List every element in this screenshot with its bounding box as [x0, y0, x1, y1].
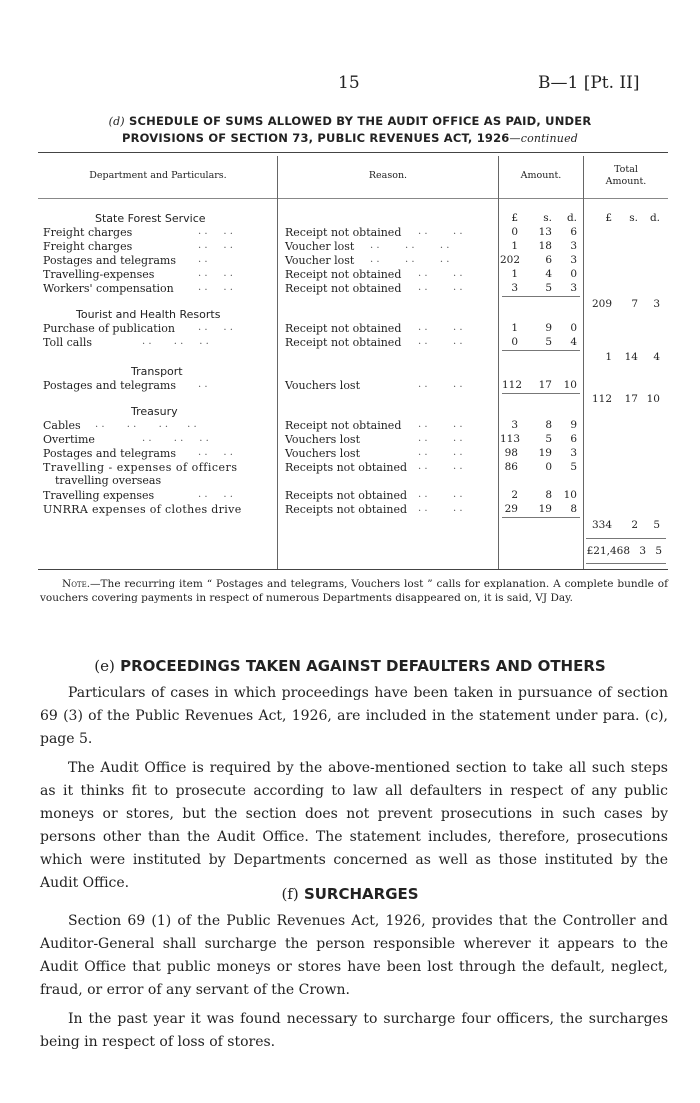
total-pounds: 1	[605, 351, 612, 363]
grand-total-pence: 5	[655, 545, 662, 557]
section-e-para2: The Audit Office is required by the above-mentioned section to take all such steps as it thinks fit to prosecute according to law all defaulters in respect of any public moneys or stores, but the section does not prevent prosecutions in such cases by persons other than the Audit Office. The statement includes, therefore, prosecutions which were instituted by Departments concerned as well as those instituted by the Audit Office.	[40, 760, 668, 891]
row-reason: Receipts not obtained	[285, 489, 408, 502]
row-item: Freight charges	[43, 240, 133, 253]
leader-dots: . .	[198, 379, 208, 390]
col-header-dept: Department and Particulars.	[89, 170, 227, 181]
leader-dots: . . . . . . . .	[95, 419, 197, 430]
currency-d: d.	[566, 212, 577, 224]
total-currency-d: d.	[649, 212, 660, 224]
total-pounds: 209	[591, 298, 612, 310]
note-text: —The recurring item “ Postages and telegrams, Vouchers lost ” calls for explanation. A complete bundle of vouchers covering payments in respect of numerous Departments disappeared on, it is said, VJ Day.	[40, 578, 668, 604]
grand-total-shillings: 3	[639, 545, 646, 557]
total-pounds: 334	[591, 519, 612, 531]
total-shillings: 14	[624, 351, 638, 363]
row-reason: Vouchers lost	[285, 433, 361, 446]
row-reason: Receipt not obtained	[285, 322, 402, 335]
schedule-label: (d)	[108, 115, 125, 128]
subtotal-rule	[502, 517, 580, 518]
amount-pounds: 112	[501, 379, 522, 391]
leader-dots: . . . .	[418, 379, 463, 390]
row-reason: Vouchers lost	[285, 379, 361, 392]
leader-dots: . . . .	[418, 419, 463, 430]
section-heading: Transport	[131, 365, 183, 378]
section-e-para1: Particulars of cases in which proceedings have been taken in pursuance of section 69 (3) of the Public Revenues Act, 1926, are included in the statement under para. (c), page 5.	[40, 685, 668, 747]
amount-shillings: 5	[545, 336, 552, 348]
leader-dots: . . . .	[418, 336, 463, 347]
amount-shillings: 5	[545, 433, 552, 445]
section-e-title: PROCEEDINGS TAKEN AGAINST DEFAULTERS AND OTHERS	[120, 657, 606, 675]
currency-l: £	[511, 212, 518, 224]
leader-dots: . . . .	[418, 282, 463, 293]
row-reason: Receipt not obtained	[285, 268, 402, 281]
amount-pounds: 1	[511, 322, 518, 334]
amount-shillings: 9	[545, 322, 552, 334]
subtotal-rule	[502, 393, 580, 394]
amount-pounds: 0	[511, 336, 518, 348]
row-item: Workers' compensation	[43, 282, 174, 295]
col-divider-2	[498, 156, 499, 569]
table-header-rule	[38, 198, 668, 199]
leader-dots: . . . .	[418, 489, 463, 500]
grand-total-rule-top	[586, 538, 666, 539]
amount-pounds: 3	[511, 282, 518, 294]
amount-shillings: 8	[545, 489, 552, 501]
row-item: Overtime	[43, 433, 95, 446]
amount-shillings: 13	[538, 226, 552, 238]
leader-dots: . . . . . .	[370, 254, 450, 265]
total-shillings: 2	[631, 519, 638, 531]
row-item: Postages and telegrams	[43, 447, 176, 460]
col-header-amount: Amount.	[520, 170, 562, 181]
schedule-title-line2: PROVISIONS OF SECTION 73, PUBLIC REVENUES ACT, 1926	[121, 131, 510, 145]
amount-pence: 10	[563, 489, 577, 501]
amount-pounds: 202	[500, 254, 521, 266]
section-f-para1: Section 69 (1) of the Public Revenues Act, 1926, provides that the Controller and Auditor-General shall surcharge the person responsible wherever it appears to the Audit Office that public moneys or stores have been lost through the default, neglect, fraud, or error of any servant of the Crown.	[40, 913, 668, 998]
col-header-total-line1: Total	[614, 164, 638, 175]
leader-dots: . . . .	[198, 447, 233, 458]
row-item: Travelling-expenses	[43, 268, 155, 281]
row-reason: Voucher lost	[285, 254, 355, 267]
amount-pence: 8	[570, 503, 577, 515]
leader-dots: . . . .	[418, 461, 463, 472]
section-f-para2: In the past year it was found necessary to surcharge four officers, the surcharges being in respect of loss of stores.	[40, 1011, 668, 1050]
amount-shillings: 19	[538, 503, 552, 515]
row-reason: Receipt not obtained	[285, 336, 402, 349]
schedule-title-line1: SCHEDULE OF SUMS ALLOWED BY THE AUDIT OFFICE AS PAID, UNDER	[129, 114, 592, 128]
row-item: Freight charges	[43, 226, 133, 239]
section-heading: Tourist and Health Resorts	[76, 308, 221, 321]
row-reason: Vouchers lost	[285, 447, 361, 460]
row-item: UNRRA expenses of clothes drive	[43, 503, 242, 516]
row-reason: Receipt not obtained	[285, 226, 402, 239]
note-lead: Note.	[62, 578, 91, 590]
schedule-title-suffix: —continued	[509, 132, 579, 145]
amount-pounds: 1	[511, 268, 518, 280]
amount-pounds: 86	[504, 461, 518, 473]
currency-s: s.	[543, 212, 552, 224]
leader-dots: . . . .	[198, 226, 233, 237]
row-item: Cables	[43, 419, 81, 432]
leader-dots: . . . .	[418, 503, 463, 514]
total-currency-l: £	[605, 212, 612, 224]
row-reason: Receipts not obtained	[285, 503, 408, 516]
row-reason: Voucher lost	[285, 240, 355, 253]
col-header-reason: Reason.	[368, 170, 408, 181]
amount-pounds: 3	[511, 419, 518, 431]
amount-pence: 3	[570, 240, 577, 252]
row-item: Travelling expenses	[43, 489, 155, 502]
leader-dots: . .	[198, 254, 208, 265]
leader-dots: . . . . . .	[370, 240, 450, 251]
table-bottom-rule	[38, 569, 668, 570]
page-reference: B—1 [Pt. II]	[538, 73, 640, 93]
leader-dots: . . . .	[418, 433, 463, 444]
amount-pounds: 0	[511, 226, 518, 238]
amount-pence: 0	[570, 268, 577, 280]
total-pounds: 112	[591, 393, 612, 405]
section-f-heading	[0, 885, 700, 903]
leader-dots: . . . . . .	[142, 336, 209, 347]
amount-shillings: 4	[545, 268, 552, 280]
subtotal-rule	[502, 296, 580, 297]
grand-total-pounds: £21,468	[586, 545, 630, 557]
amount-pounds: 98	[504, 447, 518, 459]
leader-dots: . . . .	[198, 268, 233, 279]
amount-pounds: 2	[511, 489, 518, 501]
amount-pence: 6	[570, 433, 577, 445]
total-currency-s: s.	[629, 212, 638, 224]
total-shillings: 17	[624, 393, 638, 405]
amount-shillings: 0	[545, 461, 552, 473]
leader-dots: . . . .	[418, 268, 463, 279]
amount-pounds: 29	[504, 503, 518, 515]
leader-dots: . . . .	[198, 240, 233, 251]
amount-pence: 3	[570, 282, 577, 294]
total-shillings: 7	[631, 298, 638, 310]
leader-dots: . . . .	[198, 322, 233, 333]
section-heading: State Forest Service	[95, 212, 206, 225]
leader-dots: . . . .	[198, 489, 233, 500]
amount-pence: 9	[570, 419, 577, 431]
row-item-continued: travelling overseas	[55, 474, 162, 487]
row-reason: Receipts not obtained	[285, 461, 408, 474]
section-e-label: (e)	[94, 657, 115, 675]
leader-dots: . . . .	[418, 447, 463, 458]
schedule-title	[60, 113, 640, 147]
col-divider-1	[277, 156, 278, 569]
amount-pence: 6	[570, 226, 577, 238]
row-item: Purchase of publication	[43, 322, 175, 335]
amount-shillings: 5	[545, 282, 552, 294]
col-header-total	[584, 164, 668, 188]
section-f-label: (f)	[281, 885, 299, 903]
page-number: 15	[338, 73, 360, 93]
amount-pence: 3	[570, 447, 577, 459]
total-pence: 10	[646, 393, 660, 405]
amount-shillings: 8	[545, 419, 552, 431]
total-pence: 4	[653, 351, 660, 363]
row-item: Postages and telegrams	[43, 254, 176, 267]
table-top-rule	[38, 152, 668, 153]
section-f-title: SURCHARGES	[303, 885, 419, 903]
row-reason: Receipt not obtained	[285, 419, 402, 432]
table-note	[40, 577, 668, 605]
amount-pence: 0	[570, 322, 577, 334]
row-reason: Receipt not obtained	[285, 282, 402, 295]
leader-dots: . . . .	[198, 282, 233, 293]
row-item: Postages and telegrams	[43, 379, 176, 392]
total-pence: 3	[653, 298, 660, 310]
amount-pence: 3	[570, 254, 577, 266]
col-header-total-line2: Amount.	[605, 176, 647, 187]
row-item: Travelling - expenses of officers	[43, 461, 238, 474]
section-e-body	[40, 682, 668, 895]
section-e-heading	[0, 657, 700, 675]
amount-pence: 10	[563, 379, 577, 391]
grand-total-rule-bottom	[586, 563, 666, 564]
section-heading: Treasury	[131, 405, 178, 418]
amount-pence: 4	[570, 336, 577, 348]
section-f-body	[40, 910, 668, 1054]
row-item: Toll calls	[43, 336, 93, 349]
leader-dots: . . . .	[418, 226, 463, 237]
leader-dots: . . . . . .	[142, 433, 209, 444]
amount-shillings: 18	[538, 240, 552, 252]
amount-pence: 5	[570, 461, 577, 473]
amount-pounds: 113	[500, 433, 521, 445]
subtotal-rule	[502, 350, 580, 351]
amount-shillings: 19	[538, 447, 552, 459]
leader-dots: . . . .	[418, 322, 463, 333]
amount-shillings: 17	[538, 379, 552, 391]
amount-pounds: 1	[511, 240, 518, 252]
amount-shillings: 6	[545, 254, 552, 266]
total-pence: 5	[653, 519, 660, 531]
